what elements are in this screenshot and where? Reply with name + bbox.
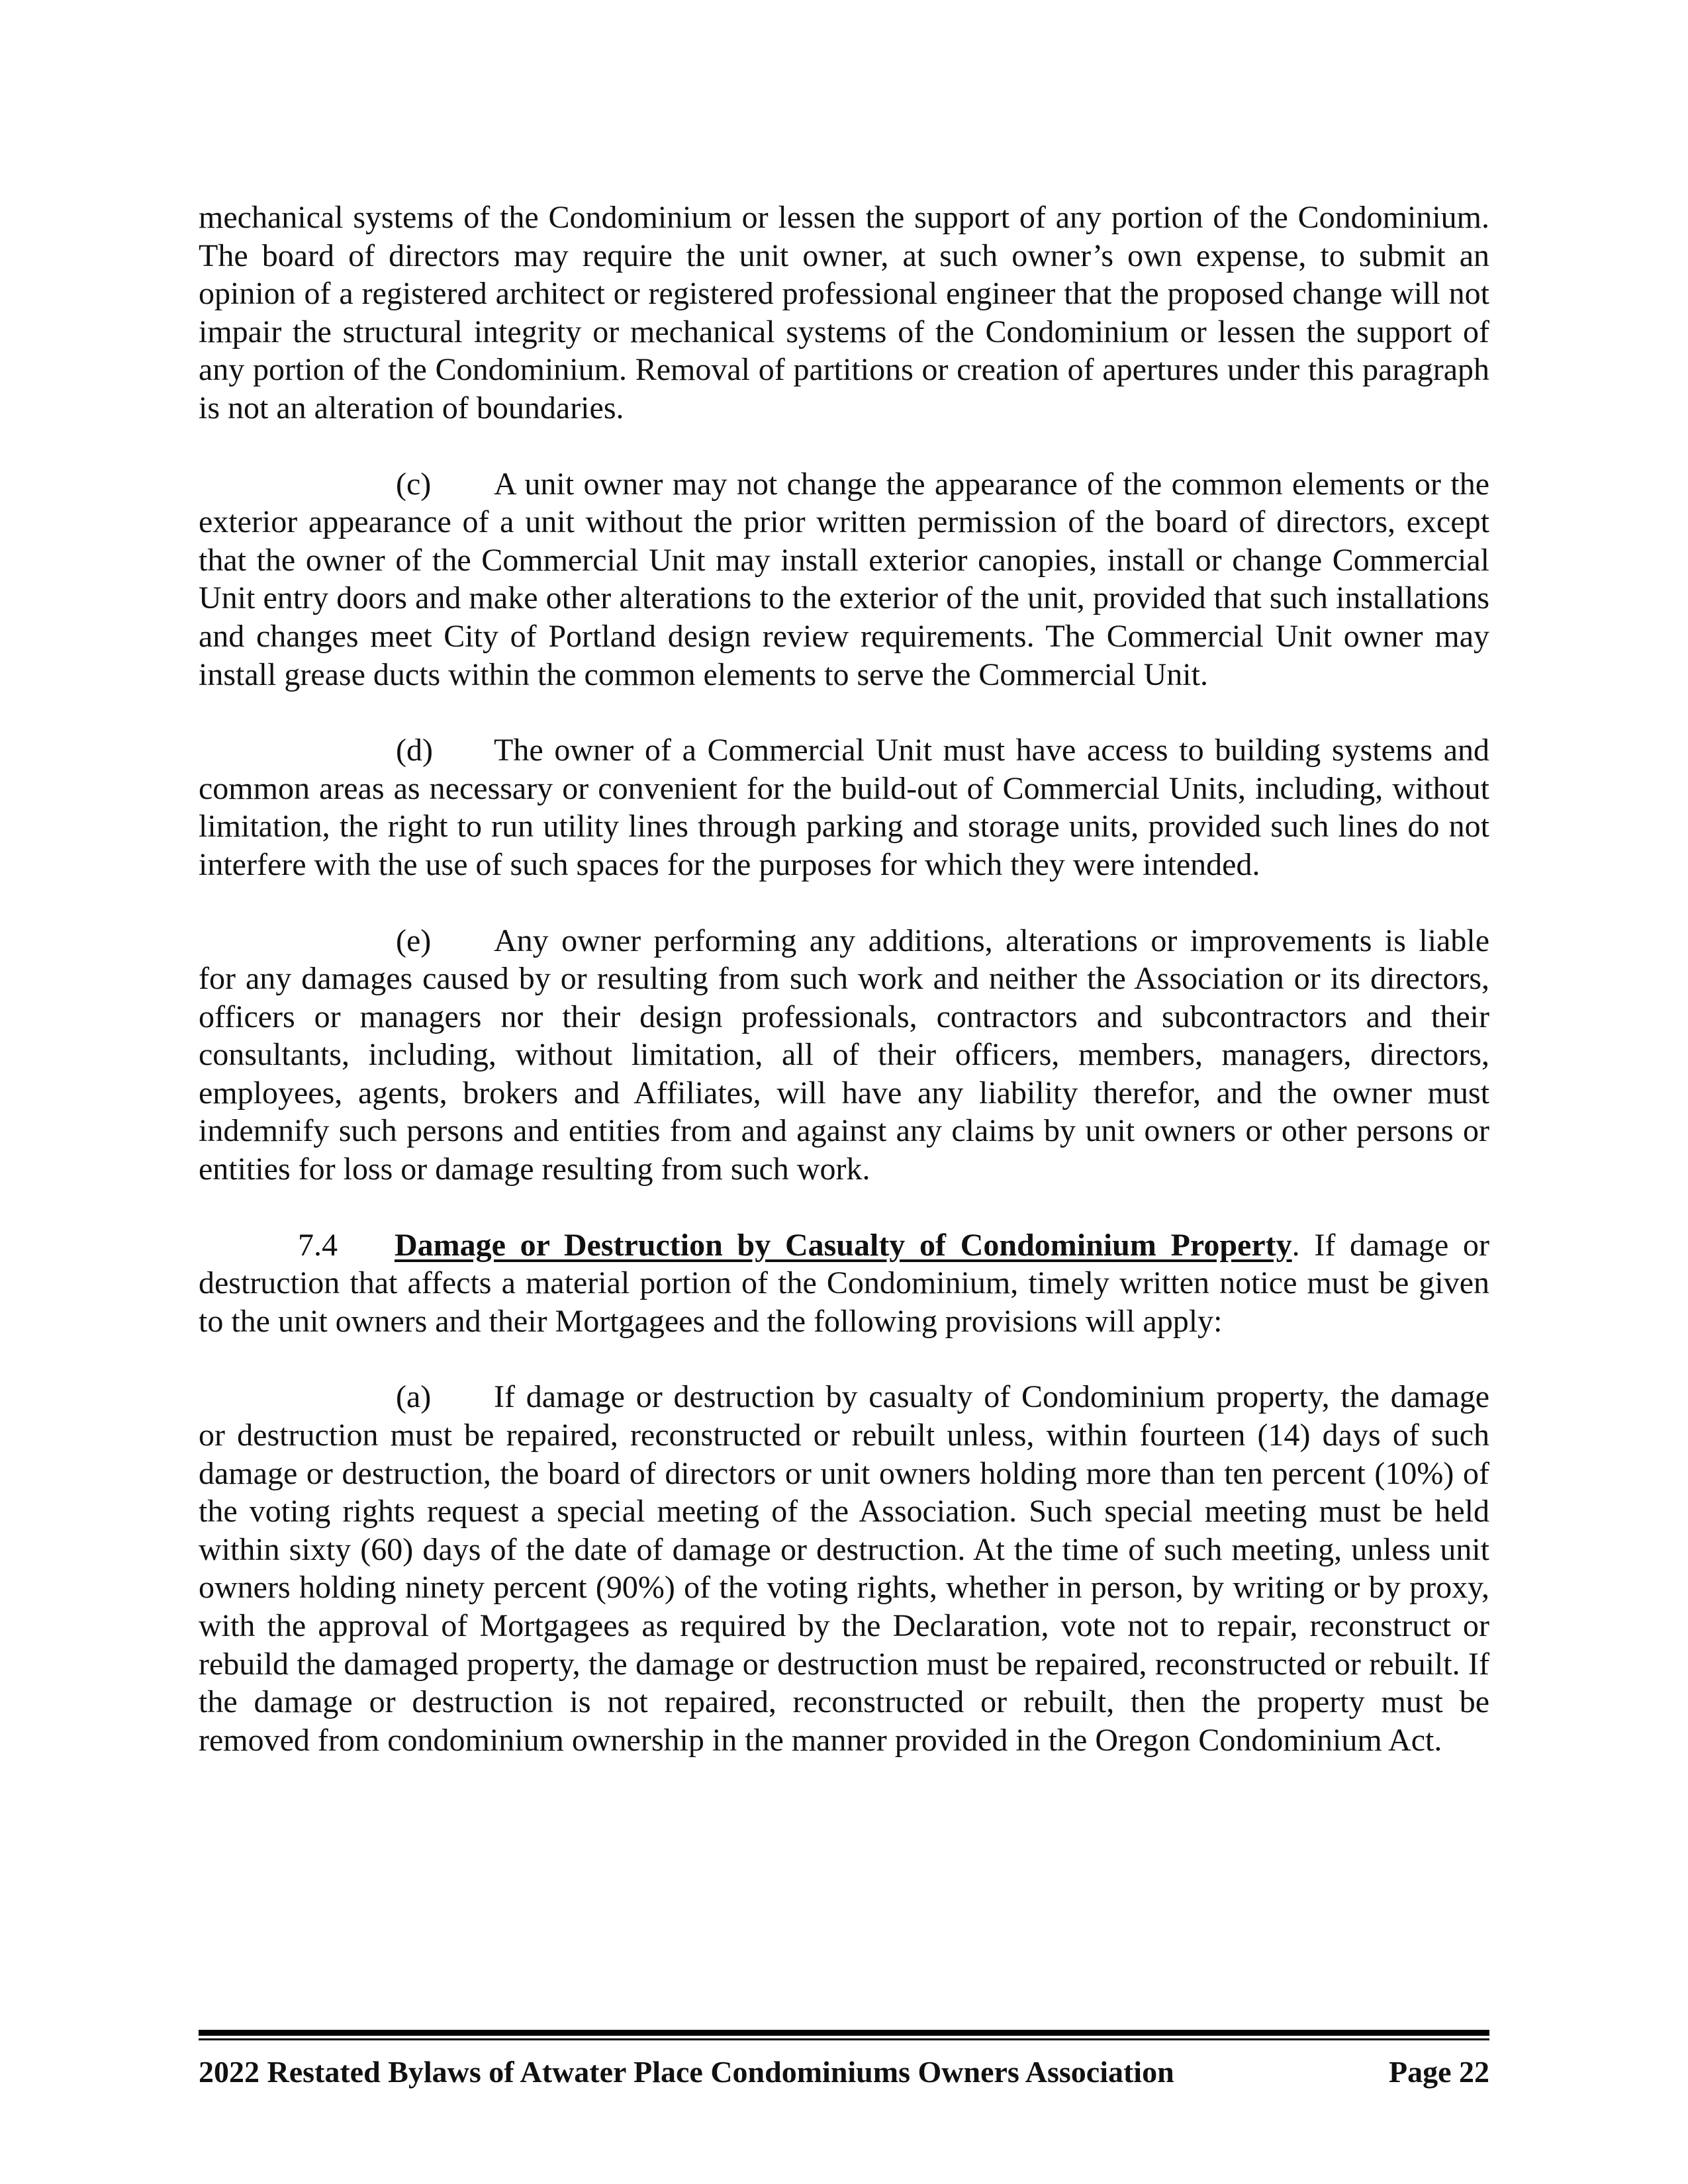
paragraph-number: (a) (396, 1379, 432, 1415)
paragraph-text: . If damage or destruction that affects a material portion of the Condominium, timely written notice must be given to the unit owners and their Mortgagees and the following provisions will apply: (199, 1227, 1490, 1339)
paragraph-a (199, 1378, 1489, 1759)
section-heading: Damage or Destruction by Casualty of Condominium Property (395, 1227, 1292, 1263)
paragraph-text: The owner of a Commercial Unit must have access to building systems and common areas as necessary or convenient for the build-out of Commercial Units, including, without limitation, the right to run utility lines through parking and storage units, provided such lines do not interfere with the use of such spaces for the purposes for which they were intended. (199, 733, 1489, 882)
paragraph-text: If damage or destruction by casualty of Condominium property, the damage or destruction must be repaired, reconstructed or rebuilt unless, within fourteen (14) days of such damage or destruction, the board of directors or unit owners holding more than ten percent (10%) of the voting rights request a special meeting of the Association. Such special meeting must be held within sixty (60) days of the date of damage or destruction. At the time of such meeting, unless unit owners holding ninety percent (90%) of the voting rights, whether in person, by writing or by proxy, with the approval of Mortgagees as required by the Declaration, vote not to repair, reconstruct or rebuild the damaged property, the damage or destruction must be repaired, reconstructed or rebuilt. If the damage or destruction is not repaired, reconstructed or rebuilt, then the property must be removed from condominium ownership in the manner provided in the Oregon Condominium Act. (199, 1379, 1489, 1758)
paragraph-number: (d) (396, 733, 433, 768)
section-7-4 (199, 1226, 1489, 1341)
footer-divider-thick (199, 2030, 1489, 2036)
page-number: Page 22 (1388, 2055, 1489, 2089)
paragraph-e (199, 922, 1489, 1189)
section-number: 7.4 (298, 1227, 338, 1263)
paragraph-d (199, 731, 1489, 884)
footer-text-row (199, 2054, 1489, 2091)
paragraph-text: mechanical systems of the Condominium or lessen the support of any portion of the Condominium. The board of directors may require the unit owner, at such owner’s own expense, to submit an opinion of a registered architect or registered professional engineer that the proposed change will not impair the structural integrity or mechanical systems of the Condominium or lessen the support of any portion of the Condominium. Removal of partitions or creation of apertures under this paragraph is not an alteration of boundaries. (199, 200, 1489, 426)
page-footer (199, 2030, 1489, 2091)
paragraph-number: (e) (396, 923, 432, 958)
paragraph-number: (c) (396, 466, 432, 502)
footer-title: 2022 Restated Bylaws of Atwater Place Condominiums Owners Association (199, 2055, 1174, 2089)
paragraph-text: Any owner performing any additions, alterations or improvements is liable for any damages caused by or resulting from such work and neither the Association or its directors, officers or managers nor their design professionals, contractors and subcontractors and their consultants, including, without limitation, all of their officers, members, managers, directors, employees, agents, brokers and Affiliates, will have any liability therefor, and the owner must indemnify such persons and entities from and against any claims by unit owners or other persons or entities for loss or damage resulting from such work. (199, 923, 1489, 1187)
document-body (199, 199, 1489, 1797)
paragraph-c (199, 465, 1489, 694)
paragraph-text: A unit owner may not change the appearance of the common elements or the exterior appearance of a unit without the prior written permission of the board of directors, except that the owner of the Commercial Unit may install exterior canopies, install or change Commercial Unit entry doors and make other alterations to the exterior of the unit, provided that such installations and changes meet City of Portland design review requirements. The Commercial Unit owner may install grease ducts within the common elements to serve the Commercial Unit. (199, 466, 1489, 692)
paragraph-continuation (199, 199, 1489, 428)
footer-divider-thin (199, 2038, 1489, 2040)
